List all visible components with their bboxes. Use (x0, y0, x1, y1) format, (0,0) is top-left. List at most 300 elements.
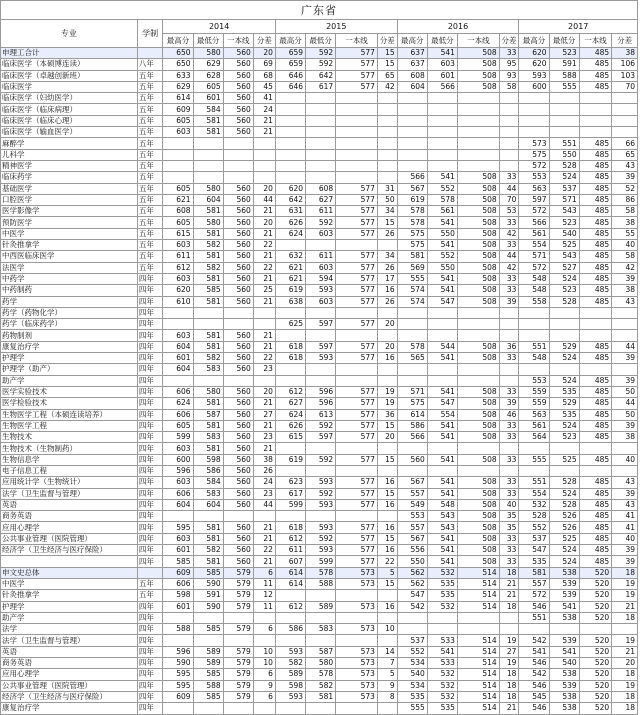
score-cell (275, 115, 305, 126)
score-cell (306, 127, 336, 138)
score-cell (275, 443, 305, 454)
score-cell: 31 (377, 183, 397, 194)
major-cell: 预防医学 (1, 217, 138, 228)
score-cell: 623 (275, 477, 305, 488)
score-cell: 560 (223, 251, 253, 262)
duration-cell: 五年 (137, 240, 163, 251)
score-cell: 577 (336, 296, 378, 307)
score-cell (275, 612, 305, 623)
duration-cell: 五年 (137, 217, 163, 228)
score-cell: 573 (336, 658, 378, 669)
score-cell: 574 (397, 285, 427, 296)
score-cell: 44 (253, 499, 275, 510)
score-cell (499, 115, 519, 126)
score-cell: 533 (427, 658, 457, 669)
duration-cell: 五年 (137, 81, 163, 92)
score-cell (377, 375, 397, 386)
score-cell: 42 (377, 81, 397, 92)
table-row (1, 465, 638, 476)
major-cell: 应用心理学 (1, 669, 138, 680)
score-cell: 551 (519, 477, 549, 488)
score-cell: 621 (275, 262, 305, 273)
score-cell: 548 (519, 353, 549, 364)
score-cell: 508 (457, 545, 499, 556)
score-cell: 20 (253, 217, 275, 228)
duration-cell: 四年 (137, 432, 163, 443)
score-cell: 595 (163, 522, 193, 533)
score-cell (427, 375, 457, 386)
score-cell: 541 (427, 556, 457, 567)
score-cell: 514 (457, 680, 499, 691)
score-cell: 611 (306, 251, 336, 262)
score-cell: 560 (223, 477, 253, 488)
score-cell: 575 (397, 240, 427, 251)
score-cell: 485 (579, 511, 611, 522)
score-cell (519, 93, 549, 104)
score-cell: 550 (427, 262, 457, 273)
score-cell: 541 (427, 420, 457, 431)
score-cell: 551 (549, 138, 579, 149)
score-cell: 552 (427, 183, 457, 194)
score-cell: 514 (457, 669, 499, 680)
score-cell: 580 (193, 48, 223, 59)
score-cell: 619 (275, 454, 305, 465)
score-cell (377, 160, 397, 171)
score-cell: 485 (579, 454, 611, 465)
score-cell: 560 (223, 545, 253, 556)
score-cell (336, 138, 378, 149)
score-cell: 19 (377, 398, 397, 409)
duration-cell: 四年 (137, 499, 163, 510)
score-cell (163, 511, 193, 522)
score-cell: 546 (519, 658, 549, 669)
score-cell: 523 (549, 432, 579, 443)
score-cell: 42 (612, 262, 638, 273)
major-cell: 临床医学（妇幼医学） (1, 93, 138, 104)
score-cell: 563 (519, 183, 549, 194)
duration-cell: 四年 (137, 522, 163, 533)
score-cell: 577 (336, 285, 378, 296)
score-cell: 22 (253, 262, 275, 273)
major-cell: 临床医学（临床病理） (1, 104, 138, 115)
score-cell: 591 (193, 590, 223, 601)
score-cell: 485 (579, 296, 611, 307)
score-cell: 560 (223, 296, 253, 307)
table-row (1, 172, 638, 183)
table-row (1, 578, 638, 589)
score-cell: 560 (223, 386, 253, 397)
score-cell: 577 (336, 432, 378, 443)
score-cell: 646 (275, 81, 305, 92)
score-cell: 611 (306, 206, 336, 217)
score-cell (612, 330, 638, 341)
score-cell: 587 (193, 409, 223, 420)
score-cell: 508 (457, 522, 499, 533)
score-cell: 555 (397, 703, 427, 714)
score-cell: 555 (519, 454, 549, 465)
score-cell: 16 (377, 522, 397, 533)
score-cell (549, 127, 579, 138)
score-cell: 599 (306, 556, 336, 567)
score-cell: 21 (253, 443, 275, 454)
score-cell: 535 (519, 556, 549, 567)
score-cell (275, 703, 305, 714)
score-cell: 567 (397, 477, 427, 488)
duration-cell: 五年 (137, 93, 163, 104)
score-cell: 585 (193, 691, 223, 702)
score-cell: 593 (306, 522, 336, 533)
score-cell: 550 (427, 228, 457, 239)
major-cell: 英语 (1, 499, 138, 510)
score-cell: 15 (377, 578, 397, 589)
score-cell (549, 307, 579, 318)
score-cell: 106 (612, 59, 638, 70)
score-cell: 577 (336, 353, 378, 364)
score-cell (397, 149, 427, 160)
score-cell (457, 138, 499, 149)
score-cell: 20 (377, 432, 397, 443)
score-cell: 485 (579, 353, 611, 364)
major-cell: 生物信息学 (1, 454, 138, 465)
score-cell: 614 (275, 567, 305, 578)
score-cell: 577 (336, 420, 378, 431)
score-cell: 50 (377, 194, 397, 205)
major-cell: 药物制剂 (1, 330, 138, 341)
score-cell: 33 (499, 386, 519, 397)
table-row (1, 127, 638, 138)
score-cell (193, 160, 223, 171)
score-cell: 581 (193, 206, 223, 217)
score-cell: 34 (377, 251, 397, 262)
score-cell: 514 (457, 601, 499, 612)
score-cell (397, 160, 427, 171)
score-cell: 33 (499, 353, 519, 364)
score-cell (397, 443, 427, 454)
table-row (1, 262, 638, 273)
score-cell: 524 (549, 375, 579, 386)
score-cell: 58 (612, 251, 638, 262)
score-cell: 8 (377, 691, 397, 702)
score-cell: 35 (499, 522, 519, 533)
table-row (1, 194, 638, 205)
score-cell: 603 (306, 228, 336, 239)
score-cell: 41 (612, 511, 638, 522)
score-cell (612, 319, 638, 330)
score-cell: 532 (427, 669, 457, 680)
score-cell: 577 (336, 262, 378, 273)
score-cell (519, 127, 549, 138)
score-cell: 601 (163, 353, 193, 364)
score-cell: 45 (253, 81, 275, 92)
score-cell: 19 (499, 635, 519, 646)
score-cell: 552 (519, 522, 549, 533)
score-cell (163, 612, 193, 623)
score-cell: 520 (579, 590, 611, 601)
table-row (1, 160, 638, 171)
score-cell: 21 (253, 398, 275, 409)
score-cell: 603 (163, 240, 193, 251)
score-cell: 629 (193, 59, 223, 70)
score-cell: 39 (612, 556, 638, 567)
score-cell: 550 (549, 149, 579, 160)
score-cell (336, 364, 378, 375)
table-row (1, 285, 638, 296)
score-cell: 613 (306, 409, 336, 420)
score-cell: 542 (519, 669, 549, 680)
table-row (1, 499, 638, 510)
score-cell (223, 138, 253, 149)
table-row (1, 353, 638, 364)
score-cell: 532 (427, 680, 457, 691)
score-cell (193, 149, 223, 160)
score-cell: 485 (579, 81, 611, 92)
score-cell: 541 (427, 488, 457, 499)
score-cell: 541 (427, 646, 457, 657)
score-cell: 560 (223, 499, 253, 510)
score-cell (306, 115, 336, 126)
score-cell: 523 (549, 285, 579, 296)
score-cell: 555 (397, 273, 427, 284)
score-cell: 579 (223, 624, 253, 635)
score-cell: 581 (193, 522, 223, 533)
score-cell: 624 (163, 398, 193, 409)
score-cell (275, 330, 305, 341)
score-cell: 508 (457, 206, 499, 217)
score-cell (427, 307, 457, 318)
score-cell: 541 (427, 386, 457, 397)
score-cell (306, 149, 336, 160)
duration-cell: 四年 (137, 680, 163, 691)
score-cell: 582 (306, 680, 336, 691)
score-cell (253, 612, 275, 623)
score-cell: 560 (223, 262, 253, 273)
score-cell: 39 (612, 375, 638, 386)
score-cell: 614 (163, 93, 193, 104)
score-cell (457, 160, 499, 171)
score-cell: 593 (306, 545, 336, 556)
score-cell: 596 (306, 398, 336, 409)
duration-cell: 五年 (137, 578, 163, 589)
duration-cell: 五年 (137, 104, 163, 115)
table-body (1, 48, 638, 715)
table-row (1, 183, 638, 194)
score-cell (377, 172, 397, 183)
score-cell (306, 138, 336, 149)
major-cell: 法医学 (1, 262, 138, 273)
score-cell: 23 (253, 364, 275, 375)
score-cell: 627 (306, 194, 336, 205)
score-cell: 625 (275, 319, 305, 330)
score-cell: 21 (253, 533, 275, 544)
score-cell (223, 149, 253, 160)
score-cell: 537 (549, 183, 579, 194)
score-cell (519, 330, 549, 341)
duration-cell: 五年 (137, 138, 163, 149)
score-cell (612, 443, 638, 454)
score-cell: 548 (427, 499, 457, 510)
score-cell: 571 (519, 251, 549, 262)
duration-cell: 四年 (137, 386, 163, 397)
score-cell (427, 443, 457, 454)
score-cell: 549 (397, 499, 427, 510)
table-row (1, 217, 638, 228)
score-cell: 36 (499, 341, 519, 352)
score-cell: 524 (549, 556, 579, 567)
score-cell (193, 138, 223, 149)
score-cell: 546 (519, 680, 549, 691)
score-cell: 93 (499, 70, 519, 81)
score-cell: 601 (163, 601, 193, 612)
score-cell (397, 612, 427, 623)
score-cell: 588 (549, 70, 579, 81)
score-cell (306, 172, 336, 183)
score-cell: 572 (519, 262, 549, 273)
score-cell: 611 (163, 251, 193, 262)
score-cell: 605 (163, 183, 193, 194)
score-cell: 585 (193, 567, 223, 578)
duration-cell: 五年 (137, 194, 163, 205)
score-cell: 552 (427, 251, 457, 262)
score-cell (336, 612, 378, 623)
score-cell: 581 (306, 691, 336, 702)
table-row (1, 330, 638, 341)
score-cell: 620 (275, 183, 305, 194)
duration-cell: 四年 (137, 477, 163, 488)
score-cell: 19 (612, 578, 638, 589)
score-cell: 541 (427, 285, 457, 296)
score-cell: 485 (579, 556, 611, 567)
score-cell: 560 (223, 70, 253, 81)
score-cell: 547 (519, 545, 549, 556)
score-cell: 18 (612, 669, 638, 680)
score-cell: 526 (549, 522, 579, 533)
score-cell (163, 635, 193, 646)
score-cell: 582 (193, 240, 223, 251)
score-cell (579, 443, 611, 454)
score-cell: 586 (193, 465, 223, 476)
score-cell: 578 (397, 341, 427, 352)
score-cell: 545 (519, 691, 549, 702)
duration-cell: 四年 (137, 443, 163, 454)
score-cell (306, 703, 336, 714)
score-cell: 508 (457, 533, 499, 544)
score-cell: 553 (519, 172, 549, 183)
major-cell: 医学实验技术 (1, 386, 138, 397)
score-cell: 615 (163, 228, 193, 239)
score-cell (377, 138, 397, 149)
major-header: 专业 (1, 20, 138, 48)
table-row (1, 81, 638, 92)
score-cell: 508 (457, 240, 499, 251)
score-cell: 524 (549, 545, 579, 556)
score-cell (253, 138, 275, 149)
score-cell (397, 330, 427, 341)
score-cell: 581 (193, 115, 223, 126)
duration-cell: 四年 (137, 488, 163, 499)
score-cell: 26 (377, 262, 397, 273)
score-cell: 15 (377, 217, 397, 228)
score-cell: 577 (336, 194, 378, 205)
score-cell: 543 (549, 251, 579, 262)
score-cell: 577 (336, 522, 378, 533)
col-header: 最低分 (193, 34, 223, 48)
score-cell: 584 (193, 477, 223, 488)
score-cell: 540 (397, 669, 427, 680)
score-cell: 541 (427, 454, 457, 465)
score-cell: 485 (579, 499, 611, 510)
score-cell: 604 (163, 499, 193, 510)
col-header: 一本线 (336, 34, 378, 48)
score-cell (457, 93, 499, 104)
score-cell (612, 93, 638, 104)
col-header: 分差 (253, 34, 275, 48)
score-cell: 36 (377, 409, 397, 420)
score-cell (336, 635, 378, 646)
score-cell: 586 (397, 420, 427, 431)
score-cell (223, 160, 253, 171)
col-header: 最高分 (397, 34, 427, 48)
score-cell: 532 (427, 691, 457, 702)
score-cell: 514 (457, 635, 499, 646)
score-cell: 560 (223, 285, 253, 296)
score-cell (377, 364, 397, 375)
score-cell (397, 127, 427, 138)
major-cell: 申文史总体 (1, 567, 138, 578)
score-cell (457, 624, 499, 635)
score-cell: 596 (163, 465, 193, 476)
score-cell (275, 590, 305, 601)
score-cell (377, 104, 397, 115)
score-cell (377, 590, 397, 601)
col-header: 分差 (377, 34, 397, 48)
score-cell (336, 511, 378, 522)
score-cell: 546 (519, 703, 549, 714)
score-cell: 614 (275, 578, 305, 589)
score-cell: 601 (427, 70, 457, 81)
score-cell: 598 (193, 454, 223, 465)
score-cell: 598 (275, 680, 305, 691)
score-cell: 610 (163, 296, 193, 307)
score-cell (499, 149, 519, 160)
score-cell: 538 (549, 703, 579, 714)
score-cell: 575 (397, 228, 427, 239)
score-cell (579, 364, 611, 375)
score-cell: 571 (549, 194, 579, 205)
score-cell: 537 (397, 635, 427, 646)
score-cell (427, 624, 457, 635)
table-row (1, 432, 638, 443)
score-cell: 43 (612, 296, 638, 307)
score-cell: 585 (193, 285, 223, 296)
score-cell: 19 (612, 635, 638, 646)
score-cell: 15 (377, 488, 397, 499)
duration-cell: 四年 (137, 545, 163, 556)
table-row (1, 658, 638, 669)
score-cell: 16 (377, 285, 397, 296)
score-cell: 33 (499, 545, 519, 556)
score-cell: 40 (612, 533, 638, 544)
score-cell: 528 (549, 477, 579, 488)
score-cell: 520 (579, 601, 611, 612)
score-cell: 39 (612, 353, 638, 364)
score-cell: 50 (612, 409, 638, 420)
score-cell: 86 (612, 194, 638, 205)
duration-cell: 五年 (137, 206, 163, 217)
score-cell: 33 (499, 48, 519, 59)
score-cell: 21 (253, 341, 275, 352)
score-cell (377, 703, 397, 714)
year-header: 2015 (275, 20, 397, 34)
